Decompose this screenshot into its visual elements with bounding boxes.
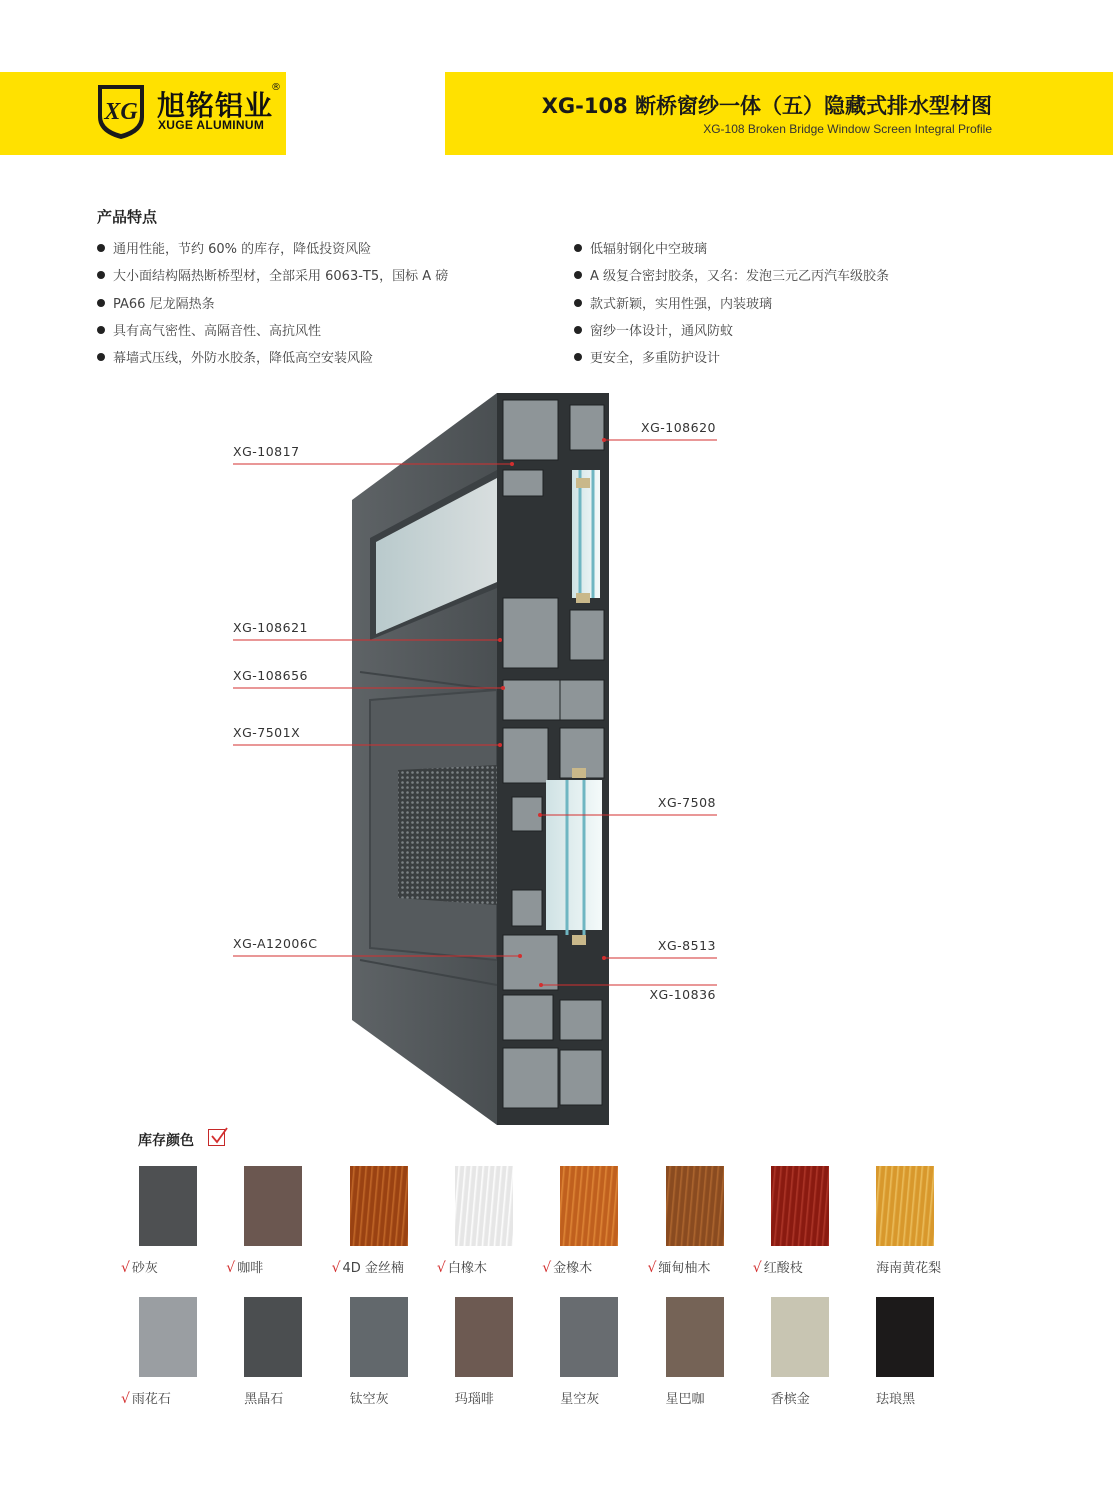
stock-check-icon — [208, 1129, 225, 1146]
color-label — [753, 1257, 803, 1276]
feature-item — [97, 238, 371, 257]
insulated-glass-upper — [572, 470, 600, 598]
color-name: 4D 金丝楠 — [342, 1261, 404, 1276]
color-label — [226, 1257, 263, 1276]
color-name: 海南黄花梨 — [876, 1261, 942, 1276]
stock-tick-icon: √ — [121, 1391, 130, 1407]
color-swatch — [350, 1297, 408, 1377]
color-swatch — [455, 1297, 513, 1377]
callout-xg-10817: XG-10817 — [233, 444, 300, 459]
bullet-icon — [574, 299, 582, 307]
feature-text: A 级复合密封胶条，又名：发泡三元乙丙汽车级胶条 — [590, 269, 890, 285]
window-profile-illustration — [0, 380, 1113, 1130]
feature-text: 更安全，多重防护设计 — [590, 351, 721, 367]
color-swatch — [350, 1166, 408, 1246]
color-swatch — [139, 1297, 197, 1377]
features-title: 产品特点 — [97, 208, 158, 226]
colors-title: 库存颜色 — [138, 1133, 194, 1149]
color-label — [542, 1257, 592, 1276]
stock-tick-icon: √ — [226, 1260, 236, 1276]
feature-item — [574, 265, 889, 284]
feature-text: 大小面结构隔热断桥型材，全部采用 6063-T5，国标 A 磅 — [113, 269, 449, 285]
feature-item — [97, 320, 321, 339]
bullet-icon — [574, 244, 582, 252]
feature-item — [574, 347, 720, 366]
bullet-icon — [97, 299, 105, 307]
stock-tick-icon: √ — [542, 1260, 552, 1276]
color-label — [876, 1388, 915, 1407]
bullet-icon — [97, 353, 105, 361]
bullet-icon — [97, 244, 105, 252]
color-label — [244, 1388, 283, 1407]
stock-tick-icon: √ — [121, 1260, 130, 1276]
color-label — [560, 1388, 599, 1407]
feature-text: 通用性能，节约 60% 的库存，降低投资风险 — [113, 242, 372, 257]
feature-item — [97, 293, 215, 312]
bullet-icon — [574, 353, 582, 361]
screen-mesh — [398, 765, 497, 905]
color-label — [437, 1257, 487, 1276]
bullet-icon — [574, 271, 582, 279]
feature-text: PA66 尼龙隔热条 — [113, 296, 215, 312]
color-name: 星空灰 — [560, 1392, 600, 1407]
color-name: 星巴咖 — [665, 1392, 705, 1407]
stock-tick-icon: √ — [647, 1260, 657, 1276]
color-swatch — [666, 1297, 724, 1377]
feature-text: 窗纱一体设计，通风防蚊 — [590, 323, 734, 339]
page-title: XG-108 断桥窗纱一体（五）隐藏式排水型材图 — [541, 94, 992, 118]
callout-xg-108621: XG-108621 — [233, 620, 308, 635]
color-label — [350, 1388, 389, 1407]
feature-text: 幕墙式压线，外防水胶条，降低高空安装风险 — [113, 351, 374, 367]
color-name: 雨花石 — [131, 1392, 171, 1407]
color-name: 珐琅黑 — [876, 1392, 916, 1407]
brand-name-cn: 旭铭铝业 — [157, 89, 274, 122]
feature-text: 低辐射钢化中空玻璃 — [590, 242, 708, 257]
registered-mark: ® — [271, 82, 281, 93]
color-label — [876, 1257, 941, 1276]
brand-name-en: XUGE ALUMINUM — [158, 118, 265, 132]
color-swatch — [139, 1166, 197, 1246]
color-name: 红酸枝 — [763, 1261, 803, 1276]
callout-xg-108620: XG-108620 — [641, 420, 716, 435]
color-swatch — [560, 1297, 618, 1377]
color-label — [121, 1257, 158, 1276]
color-swatch — [876, 1297, 934, 1377]
color-name: 咖啡 — [237, 1261, 264, 1276]
color-swatch — [666, 1166, 724, 1246]
callout-xg-10836: XG-10836 — [649, 987, 716, 1002]
bullet-icon — [574, 326, 582, 334]
stock-tick-icon: √ — [331, 1260, 341, 1276]
color-swatch — [771, 1297, 829, 1377]
color-swatch — [244, 1297, 302, 1377]
color-name: 砂灰 — [131, 1261, 158, 1276]
bullet-icon — [97, 271, 105, 279]
feature-item — [574, 320, 733, 339]
color-name: 钛空灰 — [349, 1392, 389, 1407]
color-label — [455, 1388, 494, 1407]
callout-xg-8513: XG-8513 — [657, 938, 716, 953]
color-name: 缅甸柚木 — [658, 1261, 711, 1276]
page-subtitle: XG-108 Broken Bridge Window Screen Integral Profile — [703, 122, 992, 136]
feature-item — [574, 238, 707, 257]
color-name: 黑晶石 — [244, 1392, 284, 1407]
color-label — [121, 1388, 171, 1407]
svg-text:XG: XG — [104, 99, 138, 125]
callout-xg-108656: XG-108656 — [233, 668, 308, 683]
callout-xg-7508: XG-7508 — [657, 795, 716, 810]
color-name: 金橡木 — [553, 1261, 593, 1276]
callout-xg-7501x: XG-7501X — [233, 725, 301, 740]
brand-shield-logo — [96, 83, 146, 141]
color-label — [666, 1388, 705, 1407]
color-label — [332, 1257, 404, 1276]
feature-item — [574, 293, 772, 312]
callout-xg-a12006c: XG-A12006C — [233, 936, 318, 951]
color-label — [648, 1257, 711, 1276]
color-swatch — [455, 1166, 513, 1246]
feature-item — [97, 347, 373, 366]
color-swatch — [876, 1166, 934, 1246]
stock-tick-icon: √ — [752, 1260, 762, 1276]
color-swatch — [244, 1166, 302, 1246]
color-swatch — [560, 1166, 618, 1246]
insulated-glass-lower — [546, 780, 602, 930]
feature-text: 款式新颖，实用性强，内装玻璃 — [590, 296, 773, 312]
bullet-icon — [97, 326, 105, 334]
feature-text: 具有高气密性、高隔音性、高抗风性 — [113, 323, 322, 339]
color-swatch — [771, 1166, 829, 1246]
color-name: 玛瑙啡 — [454, 1392, 494, 1407]
feature-item — [97, 265, 448, 284]
color-name: 香槟金 — [770, 1392, 810, 1407]
stock-tick-icon: √ — [436, 1260, 446, 1276]
color-label — [771, 1388, 810, 1407]
color-name: 白橡木 — [447, 1261, 487, 1276]
